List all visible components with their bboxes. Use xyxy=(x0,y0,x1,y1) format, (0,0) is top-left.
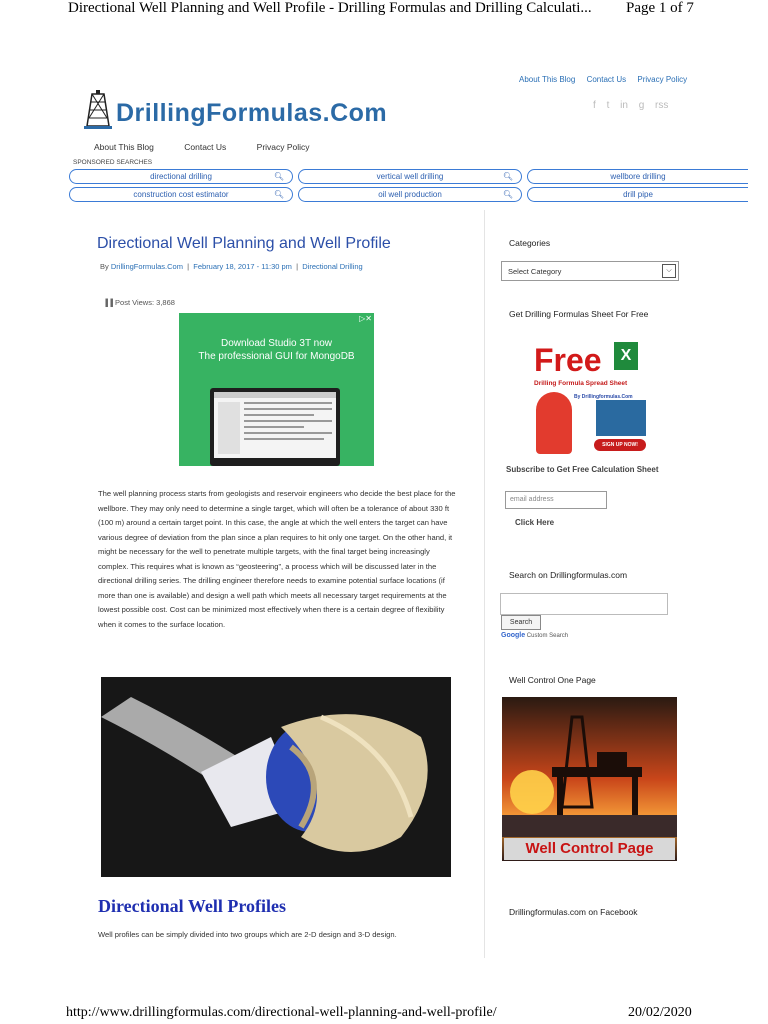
pill-label: directional drilling xyxy=(150,172,212,181)
search-button[interactable]: Search xyxy=(501,615,541,630)
google-logo: Google xyxy=(501,632,526,639)
print-header xyxy=(0,0,768,22)
laptop-screenshot xyxy=(210,388,340,466)
drill-bit-photo xyxy=(101,677,451,877)
well-control-title: Well Control One Page xyxy=(509,675,596,685)
pill-label: oil well production xyxy=(378,190,442,199)
post-meta: By DrillingFormulas.Com | February 18, 2017 - 11:30 pm | Directional Drilling xyxy=(100,262,363,271)
click-here-button[interactable]: Click Here xyxy=(515,518,555,527)
search-icon: 🔍︎ xyxy=(273,172,284,181)
site-logo[interactable] xyxy=(82,90,412,130)
custom-search-label: Custom Search xyxy=(526,633,569,639)
print-page-number: Page 1 of 7 xyxy=(626,0,694,16)
ad-close-icon[interactable]: ▷✕ xyxy=(359,314,372,323)
ad-line-2: The professional GUI for MongoDB xyxy=(198,351,355,362)
excel-icon: X xyxy=(614,342,638,370)
search-icon: 🔍︎ xyxy=(502,172,513,181)
sheet-title: Get Drilling Formulas Sheet For Free xyxy=(509,309,649,319)
logo-text: DrillingFormulas.Com xyxy=(116,99,388,127)
app-window-image xyxy=(214,392,336,458)
categories-title: Categories xyxy=(509,238,551,248)
search-input[interactable] xyxy=(500,593,668,615)
derrick-icon xyxy=(82,90,114,130)
social-icons xyxy=(593,100,676,111)
pill-label: vertical well drilling xyxy=(376,172,444,181)
free-word: Free xyxy=(534,342,602,378)
date-link[interactable]: February 18, 2017 - 11:30 pm xyxy=(193,262,292,271)
chevron-down-icon: ⌵ xyxy=(662,264,676,278)
ad-line-1: Download Studio 3T now xyxy=(221,338,332,349)
search-icon: 🔍︎ xyxy=(502,190,513,199)
email-field[interactable] xyxy=(505,491,607,509)
pill-label: drill pipe xyxy=(623,190,653,199)
facebook-icon[interactable]: f xyxy=(593,100,596,111)
person-image xyxy=(536,392,572,454)
top-link-privacy[interactable]: Privacy Policy xyxy=(637,75,688,84)
ad-banner[interactable] xyxy=(179,313,374,466)
nav-contact[interactable]: Contact Us xyxy=(184,142,227,152)
rig-image xyxy=(596,400,646,436)
free-by: By Drillingformulas.Com xyxy=(574,394,633,400)
nav-privacy[interactable]: Privacy Policy xyxy=(256,142,310,152)
nav-about[interactable]: About This Blog xyxy=(94,142,154,152)
section-heading: Directional Well Profiles xyxy=(98,896,286,916)
sponsored-pill-3[interactable] xyxy=(527,169,748,184)
category-select-value: Select Category xyxy=(508,267,562,276)
sponsored-pill-1[interactable] xyxy=(69,169,293,184)
free-sheet-banner[interactable] xyxy=(530,336,650,456)
top-links xyxy=(510,75,687,84)
post-title: Directional Well Planning and Well Profile xyxy=(97,235,391,252)
top-link-contact[interactable]: Contact Us xyxy=(586,75,627,84)
sponsored-pill-4[interactable] xyxy=(69,187,293,202)
main-nav xyxy=(94,142,338,152)
pill-label: wellbore drilling xyxy=(610,172,666,181)
post-paragraph-2: Well profiles can be simply divided into two groups which are 2-D design and 3-D design. xyxy=(98,930,397,939)
sponsored-label: SPONSORED SEARCHES xyxy=(73,159,153,166)
sponsored-pill-2[interactable] xyxy=(298,169,522,184)
post-views xyxy=(103,298,175,307)
google-custom-search xyxy=(501,632,568,639)
twitter-icon[interactable]: t xyxy=(606,100,610,111)
rss-icon[interactable]: rss xyxy=(655,100,669,111)
sponsored-pill-6[interactable] xyxy=(527,187,748,202)
sidebar-divider xyxy=(484,210,485,958)
signup-button[interactable]: SIGN UP NOW! xyxy=(594,439,646,451)
meta-by: By xyxy=(100,262,109,271)
sponsored-pill-5[interactable] xyxy=(298,187,522,202)
category-select[interactable] xyxy=(501,261,679,281)
facebook-title: Drillingformulas.com on Facebook xyxy=(509,907,638,917)
free-subtitle: Drilling Formula Spread Sheet xyxy=(534,380,628,387)
linkedin-icon[interactable]: in xyxy=(620,100,628,111)
post-views-text: Post Views: 3,868 xyxy=(115,298,175,307)
search-icon: 🔍︎ xyxy=(273,190,284,199)
email-placeholder: email address xyxy=(510,496,554,503)
offshore-rig-image xyxy=(502,697,677,837)
print-footer-url: http://www.drillingformulas.com/directional-well-planning-and-well-profile/ xyxy=(66,1005,497,1020)
google-plus-icon[interactable]: g xyxy=(638,100,645,111)
bar-chart-icon: ▐▐ xyxy=(103,300,113,307)
pill-label: construction cost estimator xyxy=(133,190,229,199)
well-control-banner[interactable] xyxy=(502,697,677,861)
print-header-title: Directional Well Planning and Well Profile - Drilling Formulas and Drilling Calculati... xyxy=(68,0,592,16)
top-link-about[interactable]: About This Blog xyxy=(519,75,576,84)
print-footer-date: 20/02/2020 xyxy=(628,1005,692,1020)
well-control-label: Well Control Page xyxy=(504,838,675,860)
category-link[interactable]: Directional Drilling xyxy=(302,262,363,271)
search-title: Search on Drillingformulas.com xyxy=(509,570,628,580)
subscribe-title: Subscribe to Get Free Calculation Sheet xyxy=(506,465,659,474)
author-link[interactable]: DrillingFormulas.Com xyxy=(110,262,183,271)
post-paragraph: The well planning process starts from geologists and reservoir engineers who decide the best place for the wellbore. They may only need to determine a single target, which will often be a tolerance of about 330 ft (100 m) around a certain target point. In this case, the angle at which the well enters the target can have various degree of deviation from the plan since a plan requires to hit only one target. On the other hand, it might be necessary for the well to penetrate multiple targets, with the final target being increasingly complex. This requires what is known as “geosteering”, a process which will be discussed later in the directional drilling series. The drilling engineer therefore needs to examine potential surface locations (if more than one is available) and design a well path which meets all necessary target requirements at the lowest possible cost. Cost can be minimized most effectively when there is a certain degree of flexibility when it comes to the surface location. xyxy=(98,489,456,629)
